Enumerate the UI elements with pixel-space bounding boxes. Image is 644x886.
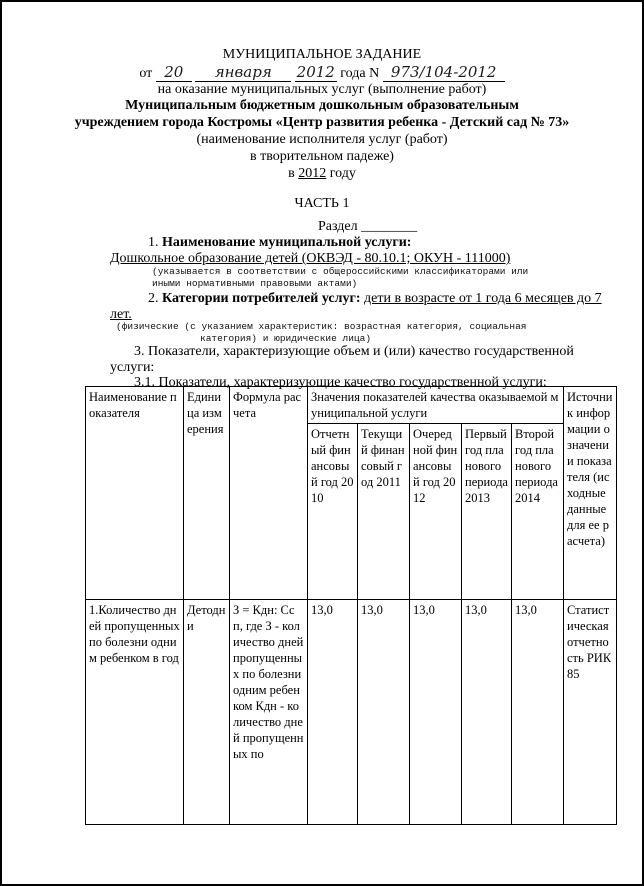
section-line xyxy=(318,218,417,235)
header-values-group: Значения показателей качества оказываемой муниципальной услуги xyxy=(308,387,564,424)
row-value-2013: 13,0 xyxy=(462,600,512,825)
handwritten-number: 973/104-2012 xyxy=(383,64,505,82)
row-source: Статистическая отчетность РИК 85 xyxy=(564,600,617,825)
executor-note-2: в творительном падеже) xyxy=(250,149,394,164)
row-unit: Детодни xyxy=(184,600,230,825)
header-value-2012: Очередной финансовый год 2012 xyxy=(410,424,462,600)
quality-indicators-table xyxy=(85,386,617,825)
item-2-note-2: категория) и юридические лица) xyxy=(200,333,372,344)
row-value-2011: 13,0 xyxy=(358,600,410,825)
item-1-heading xyxy=(148,234,411,251)
header-unit: Единица измерения xyxy=(184,387,230,600)
document-title: МУНИЦИПАЛЬНОЕ ЗАДАНИЕ xyxy=(222,47,422,62)
year-line-year: 2012 xyxy=(298,166,327,181)
row-value-2012: 13,0 xyxy=(410,600,462,825)
item-1-value: Дошкольное образование детей (ОКВЭД - 80.10.1; ОКУН - 111000) xyxy=(110,251,511,266)
item-2-value-a: дети в возрасте от 1 года 6 месяцев до 7 xyxy=(364,291,602,306)
executor-line-1: Муниципальным бюджетным дошкольным образовательным xyxy=(125,98,519,113)
row-value-2010: 13,0 xyxy=(308,600,358,825)
header-value-2013: Первый год планового периода 2013 xyxy=(462,424,512,600)
handwritten-year: 2012 xyxy=(296,63,335,81)
item-2-number: 2. xyxy=(148,291,159,306)
item-1-note-2: иными нормативными правовыми актами) xyxy=(152,278,358,289)
handwritten-day: 20 xyxy=(156,64,192,82)
table-header-row-1 xyxy=(86,387,617,424)
item-2-heading xyxy=(148,290,602,307)
row-indicator-name: 1.Количество дней пропущенных по болезни одним ребенком в год xyxy=(86,600,184,825)
item-2-label: Категории потребителей услуг: xyxy=(162,291,361,306)
year-line-suffix: году xyxy=(329,166,356,181)
item-1-note-1: (указывается в соответствии с общероссийскими классификаторами или xyxy=(152,266,529,277)
header-indicator-name: Наименование показателя xyxy=(86,387,184,600)
handwritten-month: января xyxy=(195,64,291,82)
table-row xyxy=(86,600,617,825)
item-2-value-b: лет. xyxy=(110,307,132,322)
row-value-2014: 13,0 xyxy=(512,600,564,825)
subtitle: на оказание муниципальных услуг (выполнение работ) xyxy=(157,82,487,97)
section-blank: ________ xyxy=(361,219,418,234)
row-formula: З = Кдн: Ссп, где З - количество дней пропущенных по болезни одним ребенком Кдн - количество дней пропущенных по xyxy=(230,600,308,825)
from-label: от xyxy=(139,66,153,81)
section-label: Раздел xyxy=(318,219,358,234)
item-3-1-heading: 3.1. Показатели, характеризующие качество государственной услуги: xyxy=(134,375,547,390)
item-1-label: Наименование муниципальной услуги: xyxy=(162,235,412,250)
year-line xyxy=(0,165,644,182)
item-3-line-2: услуги: xyxy=(110,360,155,375)
header-value-2010: Отчетный финансовый год 2010 xyxy=(308,424,358,600)
year-number-label: года N xyxy=(340,66,380,81)
executor-line-2: учреждением города Костромы «Центр развития ребенка - Детский сад № 73» xyxy=(74,115,570,130)
header-source: Источник информации о значении показателя (исходные данные для ее расчета) xyxy=(564,387,617,600)
header-formula: Формула расчета xyxy=(230,387,308,600)
header-value-2014: Второй год планового периода 2014 xyxy=(512,424,564,600)
item-3-line-1: 3. Показатели, характеризующие объем и (или) качество государственной xyxy=(134,344,574,359)
date-number-line xyxy=(0,64,644,82)
item-1-number: 1. xyxy=(148,235,159,250)
year-line-prefix: в xyxy=(288,166,295,181)
executor-note-1: (наименование исполнителя услуг (работ) xyxy=(196,132,448,147)
item-2-note-1: (физические (с указанием характеристик: возрастная категория, социальная xyxy=(116,321,527,332)
part-title: ЧАСТЬ 1 xyxy=(294,196,350,211)
header-value-2011: Текущий финансовый год 2011 xyxy=(358,424,410,600)
